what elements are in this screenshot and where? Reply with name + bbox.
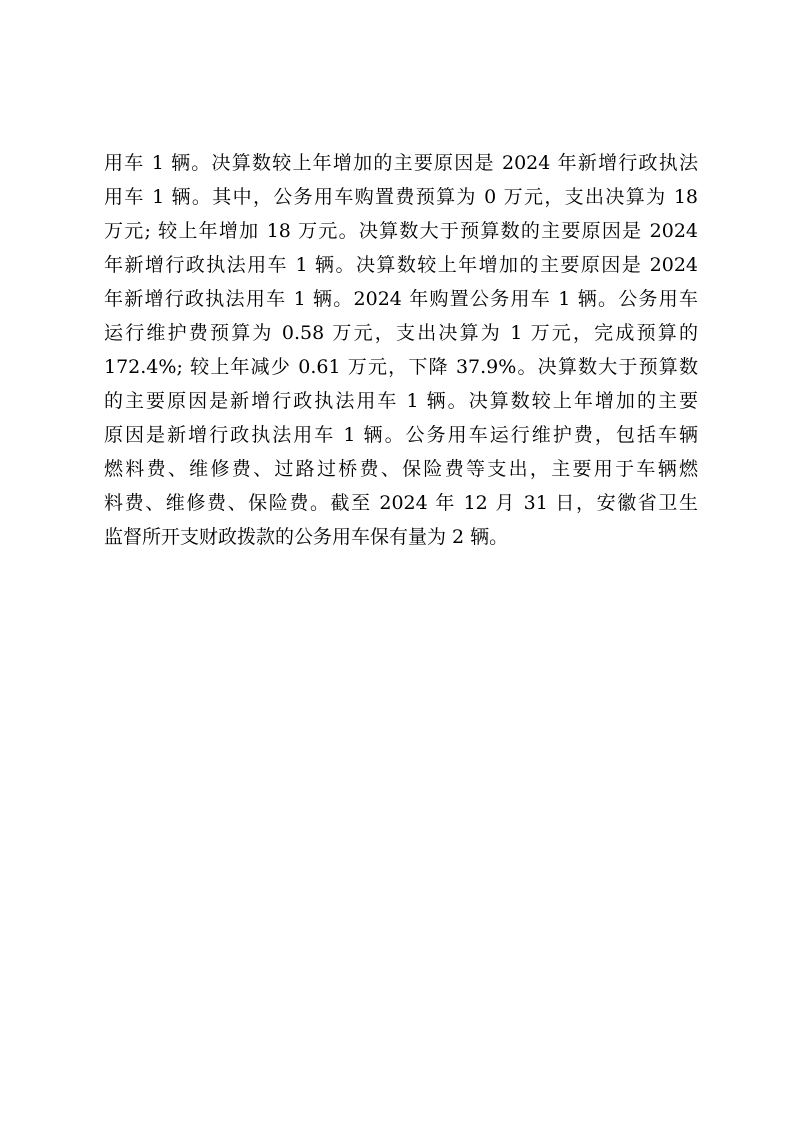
paragraph-line: 原因是新增行政执法用车 1 辆。公务用车运行维护费，包括车辆: [104, 424, 698, 446]
paragraph-line: 监督所开支财政拨款的公务用车保有量为 2 辆。: [104, 526, 509, 548]
paragraph-line: 年新增行政执法用车 1 辆。2024 年购置公务用车 1 辆。公务用车: [104, 288, 698, 310]
paragraph-line: 172.4%; 较上年减少 0.61 万元，下降 37.9%。决算数大于预算数: [104, 356, 698, 378]
paragraph-line: 用车 1 辆。决算数较上年增加的主要原因是 2024 年新增行政执法: [104, 152, 698, 174]
paragraph-line: 万元; 较上年增加 18 万元。决算数大于预算数的主要原因是 2024: [104, 220, 698, 242]
body-paragraph: [104, 146, 698, 554]
paragraph-line: 用车 1 辆。其中，公务用车购置费预算为 0 万元，支出决算为 18: [104, 186, 698, 208]
paragraph-line: 运行维护费预算为 0.58 万元，支出决算为 1 万元，完成预算的: [104, 322, 698, 344]
paragraph-line: 料费、维修费、保险费。截至 2024 年 12 月 31 日，安徽省卫生: [104, 492, 698, 514]
paragraph-line: 的主要原因是新增行政执法用车 1 辆。决算数较上年增加的主要: [104, 390, 698, 412]
paragraph-line: 年新增行政执法用车 1 辆。决算数较上年增加的主要原因是 2024: [104, 254, 698, 276]
paragraph-line: 燃料费、维修费、过路过桥费、保险费等支出，主要用于车辆燃: [104, 458, 698, 480]
